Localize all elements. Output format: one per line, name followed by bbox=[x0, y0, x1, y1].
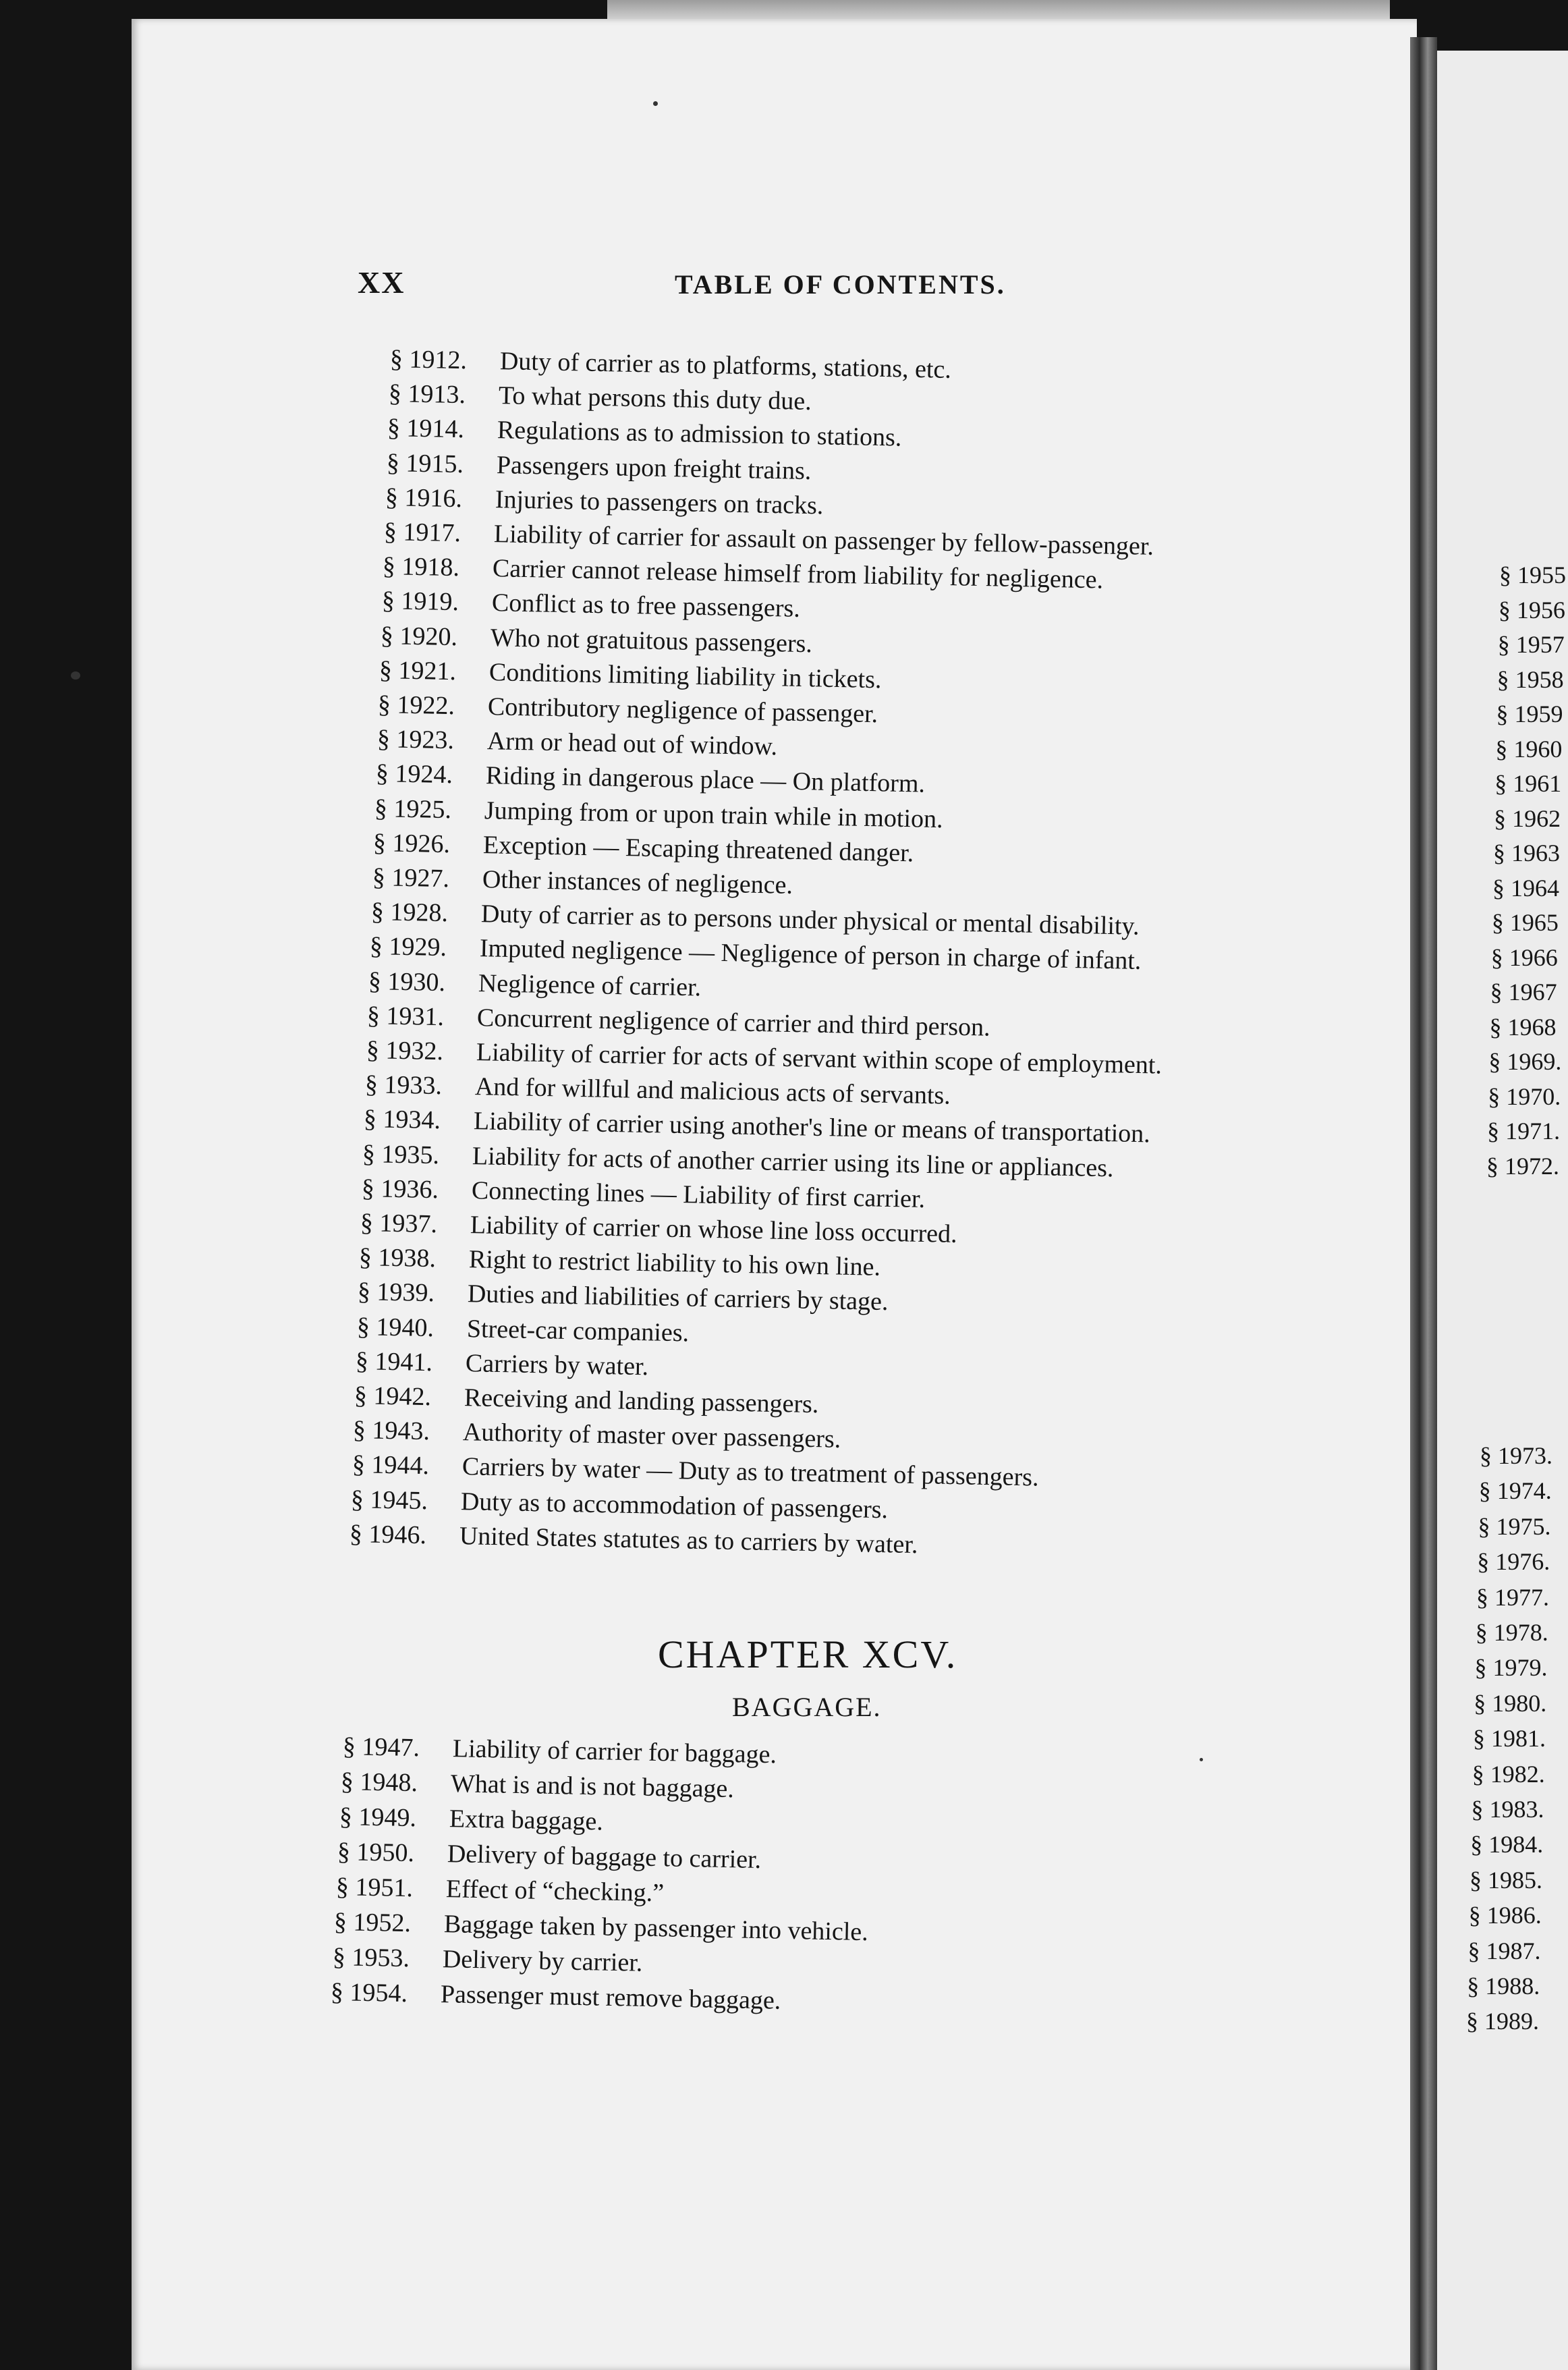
section-number: § 1915. bbox=[386, 448, 464, 478]
book-gutter bbox=[1410, 37, 1437, 2370]
toc-entry bbox=[358, 1240, 881, 1282]
section-title: Passenger must remove baggage. bbox=[440, 1980, 781, 2015]
section-title: Duty of carrier as to platforms, stations, etc. bbox=[499, 347, 952, 384]
right-page-section-number: § 1984. bbox=[1470, 1831, 1544, 1858]
section-title: Imputed negligence — Negligence of person in charge of infant. bbox=[479, 934, 1142, 976]
right-page-section-number: § 1970. bbox=[1488, 1082, 1561, 1110]
section-number: § 1954. bbox=[330, 1978, 408, 2008]
toc-entry bbox=[367, 998, 991, 1042]
section-number: § 1933. bbox=[364, 1070, 443, 1101]
toc-entry bbox=[350, 1482, 889, 1524]
section-title: Conflict as to free passengers. bbox=[491, 588, 800, 624]
right-page-section-number: § 1980. bbox=[1474, 1689, 1547, 1717]
page-number: XX bbox=[358, 265, 405, 300]
section-number: § 1936. bbox=[361, 1174, 439, 1204]
section-number: § 1929. bbox=[369, 932, 447, 962]
section-title: Arm or head out of window. bbox=[486, 727, 778, 761]
toc-entry bbox=[383, 514, 1154, 561]
section-title: Who not gratuitous passengers. bbox=[490, 623, 813, 658]
right-page-section-number: § 1981. bbox=[1473, 1725, 1546, 1753]
page-title: TABLE OF CONTENTS. bbox=[675, 269, 1006, 300]
section-number: § 1951. bbox=[335, 1873, 414, 1903]
right-page-section-number: § 1982. bbox=[1472, 1760, 1545, 1788]
section-number: § 1930. bbox=[368, 966, 446, 997]
toc-entry bbox=[335, 1869, 665, 1908]
right-page-section-number: § 1960 bbox=[1495, 735, 1563, 763]
section-title: Riding in dangerous place — On platform. bbox=[485, 761, 926, 799]
right-page-section-number: § 1961 bbox=[1494, 770, 1562, 797]
toc-entry bbox=[368, 964, 702, 1002]
section-title: United States statutes as to carriers by water. bbox=[459, 1521, 918, 1559]
right-page-section-number: § 1985. bbox=[1469, 1866, 1542, 1894]
toc-entry bbox=[355, 1344, 649, 1381]
section-number: § 1945. bbox=[350, 1485, 428, 1515]
right-page-section-number: § 1963 bbox=[1493, 839, 1561, 866]
toc-entry bbox=[333, 1904, 869, 1947]
section-title: Conditions limiting liability in tickets. bbox=[488, 657, 883, 694]
right-page-section-number: § 1988. bbox=[1467, 1973, 1540, 2000]
section-title: Connecting lines — Liability of first carrier. bbox=[471, 1176, 926, 1213]
section-title: And for willful and malicious acts of servants. bbox=[474, 1072, 951, 1110]
toc-entry bbox=[370, 894, 1140, 941]
section-number: § 1932. bbox=[366, 1036, 444, 1066]
right-page-section-number: § 1959 bbox=[1496, 700, 1563, 727]
section-title: Liability of carrier for assault on passenger by fellow-passenger. bbox=[493, 520, 1154, 561]
section-number: § 1946. bbox=[349, 1519, 427, 1549]
right-page-section-number: § 1957 bbox=[1497, 631, 1565, 658]
section-number: § 1916. bbox=[385, 483, 463, 513]
section-number: § 1919. bbox=[381, 586, 459, 617]
right-page-section-number: § 1972. bbox=[1486, 1152, 1559, 1180]
section-title: What is and is not baggage. bbox=[450, 1769, 735, 1804]
right-page-section-number: § 1966 bbox=[1490, 943, 1558, 971]
section-number: § 1941. bbox=[355, 1346, 433, 1377]
section-title: Duty as to accommodation of passengers. bbox=[460, 1487, 889, 1524]
section-title: Duty of carrier as to persons under physical or mental disability. bbox=[480, 900, 1140, 941]
section-title: Duties and liabilities of carriers by stage. bbox=[467, 1279, 889, 1317]
section-title: Authority of master over passengers. bbox=[462, 1418, 841, 1454]
section-number: § 1940. bbox=[356, 1312, 434, 1342]
section-number: § 1949. bbox=[339, 1802, 417, 1833]
section-number: § 1923. bbox=[376, 725, 454, 755]
right-page-section-number: § 1989. bbox=[1466, 2008, 1539, 2035]
right-page-section-number: § 1964 bbox=[1492, 874, 1559, 902]
right-page-section-number: § 1974. bbox=[1478, 1477, 1552, 1505]
section-title: Negligence of carrier. bbox=[478, 968, 702, 1002]
section-title: Regulations as to admission to stations. bbox=[497, 416, 903, 453]
section-title: Street-car companies. bbox=[466, 1314, 690, 1348]
section-number: § 1943. bbox=[352, 1416, 430, 1446]
right-page-section-number: § 1973. bbox=[1480, 1442, 1552, 1469]
section-title: Extra baggage. bbox=[449, 1804, 604, 1836]
section-title: Liability of carrier using another's line or means of transportation. bbox=[473, 1107, 1151, 1149]
right-page-section-number: § 1978. bbox=[1475, 1619, 1548, 1646]
toc-entry bbox=[389, 341, 952, 384]
section-number: § 1944. bbox=[352, 1450, 429, 1481]
right-page-section-number: § 1955 bbox=[1499, 561, 1566, 588]
right-page-section-number: § 1968 bbox=[1489, 1013, 1557, 1041]
toc-entry bbox=[386, 445, 812, 485]
section-number: § 1918. bbox=[383, 552, 460, 582]
section-number: § 1922. bbox=[377, 690, 455, 721]
right-page-section-number: § 1956 bbox=[1498, 596, 1565, 624]
section-title: Receiving and landing passengers. bbox=[464, 1383, 819, 1419]
section-number: § 1939. bbox=[357, 1277, 435, 1308]
section-number: § 1935. bbox=[362, 1139, 440, 1169]
toc-entry bbox=[375, 756, 926, 799]
section-number: § 1928. bbox=[370, 898, 449, 928]
ink-speck bbox=[1200, 1758, 1203, 1761]
section-title: Other instances of negligence. bbox=[482, 865, 793, 900]
right-page-section-number: § 1969. bbox=[1488, 1048, 1562, 1075]
section-title: Liability of carrier on whose line loss occurred. bbox=[470, 1211, 957, 1248]
section-number: § 1920. bbox=[380, 621, 458, 651]
right-page-section-number: § 1967 bbox=[1490, 979, 1557, 1005]
section-number: § 1942. bbox=[354, 1381, 432, 1412]
toc-entry bbox=[377, 687, 878, 729]
section-number: § 1953. bbox=[332, 1943, 410, 1973]
section-title: Carrier cannot release himself from liability for negligence. bbox=[492, 554, 1104, 595]
toc-entry bbox=[352, 1412, 841, 1454]
section-title: Right to restrict liability to his own line. bbox=[468, 1245, 881, 1282]
section-number: § 1927. bbox=[372, 863, 449, 893]
section-title: Injuries to passengers on tracks. bbox=[495, 485, 824, 520]
toc-entry bbox=[337, 1834, 762, 1875]
section-title: Concurrent negligence of carrier and third person. bbox=[477, 1003, 991, 1042]
toc-entry bbox=[374, 791, 944, 833]
chapter-subject: BAGGAGE. bbox=[732, 1692, 882, 1722]
section-number: § 1912. bbox=[389, 345, 468, 375]
section-title: Liability of carrier for baggage. bbox=[452, 1734, 777, 1769]
toc-entry bbox=[372, 825, 914, 868]
section-title: Liability for acts of another carrier using its line or appliances. bbox=[472, 1141, 1115, 1182]
toc-entry bbox=[380, 618, 813, 658]
section-title: Carriers by water — Duty as to treatment of passengers. bbox=[461, 1452, 1039, 1492]
ink-speck bbox=[653, 101, 658, 106]
section-number: § 1934. bbox=[363, 1105, 441, 1135]
section-title: Liability of carrier for acts of servant within scope of employment. bbox=[476, 1038, 1163, 1080]
section-title: Baggage taken by passenger into vehicle. bbox=[443, 1910, 869, 1947]
toc-entry bbox=[349, 1516, 918, 1559]
right-page-section-number: § 1965 bbox=[1491, 909, 1559, 936]
right-page-section-number: § 1971. bbox=[1487, 1118, 1561, 1145]
section-number: § 1950. bbox=[337, 1838, 415, 1868]
section-number: § 1947. bbox=[342, 1732, 420, 1763]
section-title: Delivery by carrier. bbox=[442, 1945, 643, 1977]
toc-entry bbox=[364, 1067, 951, 1110]
section-number: § 1913. bbox=[388, 379, 466, 410]
section-number: § 1952. bbox=[333, 1908, 412, 1938]
right-page-section-number: § 1975. bbox=[1478, 1512, 1551, 1540]
section-number: § 1925. bbox=[374, 794, 452, 824]
toc-entry bbox=[362, 1136, 1115, 1182]
section-title: Jumping from or upon train while in motion. bbox=[484, 796, 944, 833]
ink-speck bbox=[71, 671, 80, 680]
right-page-section-number: § 1962 bbox=[1494, 804, 1561, 832]
section-number: § 1931. bbox=[367, 1001, 445, 1031]
right-page-section-number: § 1976. bbox=[1477, 1548, 1550, 1576]
section-number: § 1921. bbox=[379, 655, 457, 686]
right-page-section-number: § 1983. bbox=[1471, 1796, 1544, 1823]
section-title: Contributory negligence of passenger. bbox=[487, 692, 878, 729]
section-title: Delivery of baggage to carrier. bbox=[447, 1840, 762, 1875]
section-title: Carriers by water. bbox=[465, 1348, 649, 1381]
section-title: Exception — Escaping threatened danger. bbox=[482, 830, 914, 868]
toc-entry bbox=[379, 653, 883, 694]
right-page-section-number: § 1986. bbox=[1468, 1902, 1542, 1929]
chapter-heading: CHAPTER XCV. bbox=[658, 1632, 958, 1676]
section-title: To what persons this duty due. bbox=[498, 381, 812, 416]
toc-entry bbox=[387, 410, 903, 453]
section-number: § 1948. bbox=[341, 1767, 418, 1798]
toc-entry bbox=[354, 1378, 819, 1419]
section-number: § 1938. bbox=[358, 1243, 437, 1273]
right-page-section-number: § 1977. bbox=[1476, 1583, 1549, 1611]
section-number: § 1926. bbox=[372, 828, 451, 858]
section-number: § 1917. bbox=[383, 518, 461, 548]
section-number: § 1924. bbox=[375, 759, 453, 790]
right-page-section-number: § 1958 bbox=[1496, 665, 1564, 693]
section-title: Effect of “checking.” bbox=[445, 1875, 665, 1908]
right-page-section-number: § 1979. bbox=[1474, 1654, 1548, 1682]
section-number: § 1937. bbox=[360, 1209, 438, 1239]
section-number: § 1914. bbox=[387, 414, 465, 444]
right-page-section-number: § 1987. bbox=[1467, 1937, 1541, 1964]
section-title: Passengers upon freight trains. bbox=[496, 450, 812, 485]
